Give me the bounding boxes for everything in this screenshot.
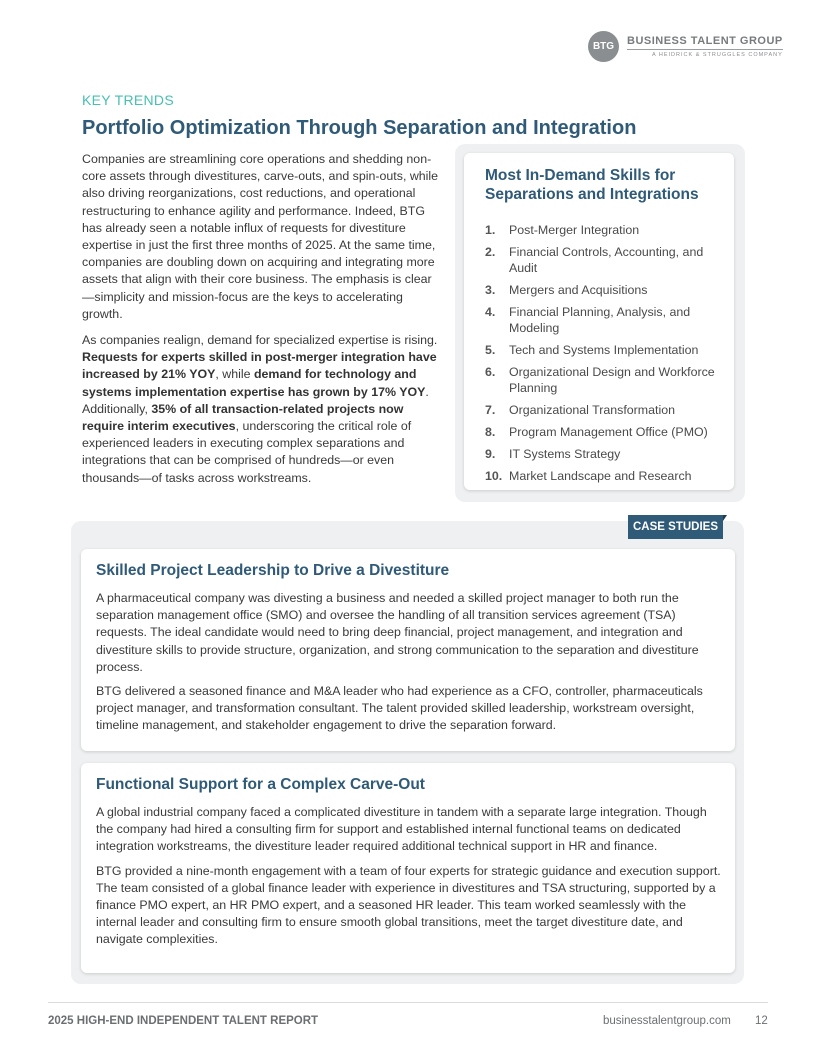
case-study-body bbox=[96, 804, 722, 956]
skill-item bbox=[485, 222, 725, 238]
skill-number: 4. bbox=[485, 305, 496, 319]
skill-item bbox=[485, 364, 725, 396]
text-run: , underscoring the critical role of experienced leaders in executing complex separations and integrations that can be comprised of hundreds—or even thousands—of tasks across workstreams. bbox=[82, 419, 412, 485]
skill-label: Mergers and Acquisitions bbox=[509, 283, 648, 297]
case-study-paragraph: A pharmaceutical company was divesting a business and needed a skilled project manager to both run the separation management office (SMO) and oversee the handling of all transition services agreement (TSA) requests. The ideal candidate would need to bring deep financial, project management, and integration and divestiture skills to provide structure, organization, and strong communication to the separation and divestiture process. bbox=[96, 591, 699, 674]
skill-number: 10. bbox=[485, 469, 503, 483]
case-study-paragraph: BTG provided a nine-month engagement with a team of four experts for strategic guidance and execution support. The team consisted of a global finance leader with experience in divestitures and TSA structuring, supported by a finance PMO expert, an HR PMO expert, and a seasoned HR leader. This team worked seamlessly with the internal leader and consulting firm to ensure smooth global transitions, meet the target divestiture date, and navigate complexities. bbox=[96, 863, 721, 947]
skill-label: Market Landscape and Research bbox=[509, 469, 692, 483]
skill-item bbox=[485, 244, 725, 276]
skill-number: 9. bbox=[485, 447, 496, 461]
skill-number: 5. bbox=[485, 343, 496, 357]
case-studies-badge: CASE STUDIES bbox=[628, 515, 723, 539]
section-eyebrow: KEY TRENDS bbox=[82, 92, 174, 108]
company-logo bbox=[588, 31, 783, 62]
case-study-body bbox=[96, 590, 722, 742]
highlight-stat-interim: 35% of all transaction-related projects now require interim executives bbox=[82, 401, 404, 434]
footer-divider bbox=[48, 1002, 768, 1003]
intro-text bbox=[82, 151, 442, 496]
skill-item bbox=[485, 468, 725, 484]
logo-tagline: A HEIDRICK & STRUGGLES COMPANY bbox=[652, 52, 783, 58]
skill-label: Financial Controls, Accounting, and Audit bbox=[509, 245, 704, 275]
case-study-card-1 bbox=[81, 549, 735, 751]
text-run: As companies realign, demand for specialized expertise is rising. bbox=[82, 333, 438, 348]
skill-item bbox=[485, 424, 725, 440]
case-study-card-2 bbox=[81, 763, 735, 973]
page-title: Portfolio Optimization Through Separation and Integration bbox=[82, 117, 637, 139]
badge-fold-shape bbox=[723, 515, 727, 521]
footer-website-link[interactable]: businesstalentgroup.com bbox=[603, 1015, 731, 1027]
skill-number: 6. bbox=[485, 365, 496, 379]
skill-label: Organizational Design and Workforce Planning bbox=[509, 365, 715, 395]
case-study-title: Functional Support for a Complex Carve-Out bbox=[96, 776, 425, 793]
skill-label: Program Management Office (PMO) bbox=[509, 425, 708, 439]
skill-label: Organizational Transformation bbox=[509, 403, 675, 417]
skill-number: 3. bbox=[485, 283, 496, 297]
btg-logo-badge: BTG bbox=[588, 31, 619, 62]
skill-label: Financial Planning, Analysis, and Modeling bbox=[509, 305, 691, 335]
case-study-paragraph: BTG delivered a seasoned finance and M&A leader who had experience as a CFO, controller, pharmaceuticals project manager, and transformation consultant. The talent provided skilled leadership, workstream oversight, timeline management, and stakeholder engagement to drive the separation forward. bbox=[96, 684, 703, 733]
skill-label: Tech and Systems Implementation bbox=[509, 343, 699, 357]
skill-number: 7. bbox=[485, 403, 496, 417]
highlight-stat-integration: Requests for experts skilled in post-merger integration have increased by 21% YOY bbox=[82, 350, 437, 382]
text-run: , while bbox=[215, 367, 254, 382]
logo-text bbox=[627, 35, 783, 58]
skill-number: 2. bbox=[485, 245, 496, 259]
skill-item bbox=[485, 446, 725, 462]
footer-report-title: 2025 HIGH-END INDEPENDENT TALENT REPORT bbox=[48, 1015, 319, 1027]
skill-number: 1. bbox=[485, 223, 496, 237]
text-run: . Additionally, bbox=[82, 384, 429, 416]
skill-item bbox=[485, 304, 725, 336]
skill-number: 8. bbox=[485, 425, 496, 439]
intro-paragraph-1: Companies are streamlining core operations and shedding non-core assets through divestitures, carve-outs, and spin-outs, while also driving reorganizations, cost reductions, and operational restructuring to enhance agility and performance. Indeed, BTG has already seen a notable influx of requests for divestiture expertise in just the first three months of 2025. At the same time, companies are doubling down on acquiring and integrating more assets that align with their core business. The emphasis is clear—simplicity and mission-focus are the keys to accelerating growth. bbox=[82, 152, 439, 321]
skill-label: Post-Merger Integration bbox=[509, 223, 640, 237]
skill-item bbox=[485, 342, 725, 358]
page-number: 12 bbox=[755, 1015, 768, 1027]
skills-panel bbox=[455, 144, 745, 502]
skills-card bbox=[464, 153, 734, 490]
highlight-stat-technology: demand for technology and systems implementation expertise has grown by 17% YOY bbox=[82, 367, 426, 399]
intro-paragraph-2 bbox=[82, 332, 442, 487]
logo-name: BUSINESS TALENT GROUP bbox=[627, 35, 783, 50]
skills-list bbox=[485, 222, 725, 490]
case-study-paragraph: A global industrial company faced a complicated divestiture in tandem with a separate large integration. Though the company had hired a consulting firm for support and established internal functional teams on dedicated integration workstreams, the divestiture leader required additional technical support in HR and finance. bbox=[96, 805, 707, 854]
skill-label: IT Systems Strategy bbox=[509, 447, 621, 461]
skill-item bbox=[485, 282, 725, 298]
case-study-title: Skilled Project Leadership to Drive a Divestiture bbox=[96, 562, 450, 579]
skill-item bbox=[485, 402, 725, 418]
skills-title: Most In-Demand Skills for Separations and Integrations bbox=[485, 167, 699, 203]
